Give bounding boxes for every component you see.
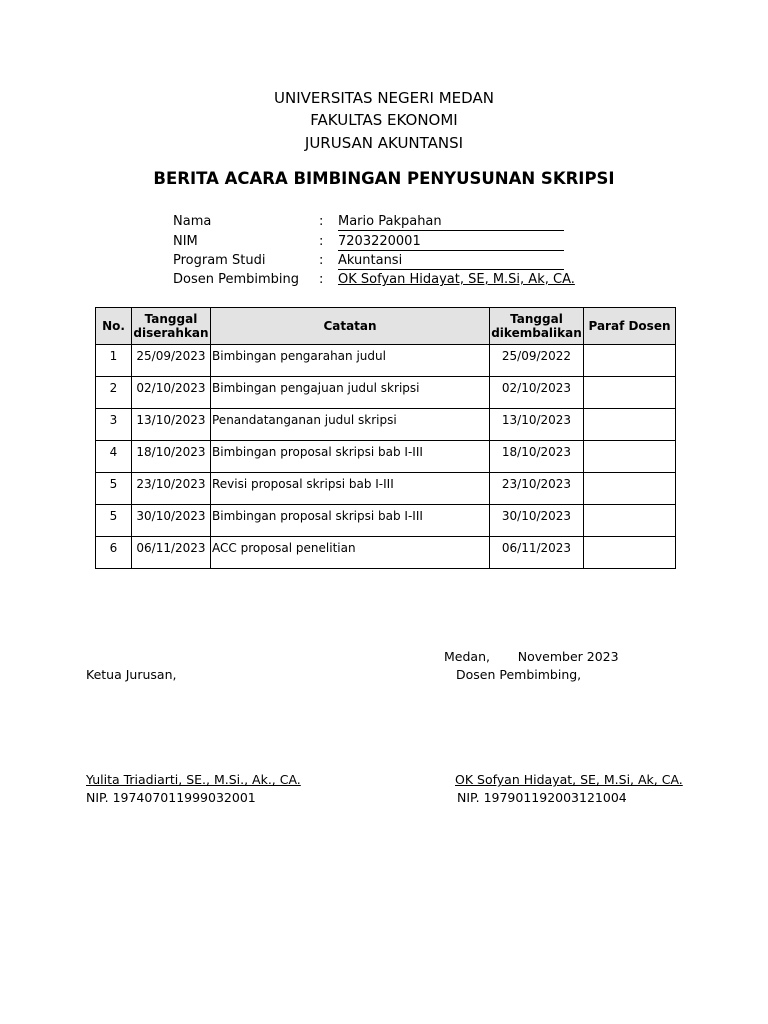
cell-notes: Bimbingan proposal skripsi bab I-III bbox=[211, 441, 490, 473]
cell-signature bbox=[584, 473, 676, 505]
cell-signature bbox=[584, 505, 676, 537]
cell-signature bbox=[584, 441, 676, 473]
cell-date-submitted: 30/10/2023 bbox=[132, 505, 211, 537]
university-name: UNIVERSITAS NEGERI MEDAN bbox=[274, 89, 494, 107]
info-label: Program Studi bbox=[173, 253, 266, 268]
info-separator: : bbox=[319, 214, 324, 229]
cell-signature bbox=[584, 537, 676, 569]
cell-date-submitted: 25/09/2023 bbox=[132, 345, 211, 377]
cell-no: 2 bbox=[96, 377, 132, 409]
info-value: 7203220001 bbox=[338, 234, 564, 251]
info-separator: : bbox=[319, 272, 324, 287]
header-notes: Catatan bbox=[211, 308, 490, 345]
right-signer-nip: NIP. 197901192003121004 bbox=[457, 790, 627, 805]
cell-no: 1 bbox=[96, 345, 132, 377]
cell-date-returned: 02/10/2023 bbox=[490, 377, 584, 409]
cell-notes: ACC proposal penelitian bbox=[211, 537, 490, 569]
cell-date-submitted: 02/10/2023 bbox=[132, 377, 211, 409]
info-separator: : bbox=[319, 253, 324, 268]
cell-date-returned: 18/10/2023 bbox=[490, 441, 584, 473]
info-label: Dosen Pembimbing bbox=[173, 272, 300, 287]
cell-date-submitted: 18/10/2023 bbox=[132, 441, 211, 473]
table-row bbox=[96, 409, 676, 441]
cell-no: 6 bbox=[96, 537, 132, 569]
table-header-row bbox=[96, 308, 676, 345]
left-signer-nip: NIP. 197407011999032001 bbox=[86, 790, 256, 805]
right-signer-role: Dosen Pembimbing, bbox=[456, 667, 582, 682]
cell-no: 3 bbox=[96, 409, 132, 441]
info-value: OK Sofyan Hidayat, SE, M.Si, Ak, CA. bbox=[338, 272, 575, 287]
cell-date-submitted: 23/10/2023 bbox=[132, 473, 211, 505]
cell-date-submitted: 06/11/2023 bbox=[132, 537, 211, 569]
info-value: Mario Pakpahan bbox=[338, 214, 564, 231]
info-label: NIM bbox=[173, 234, 198, 249]
cell-date-returned: 06/11/2023 bbox=[490, 537, 584, 569]
cell-date-returned: 25/09/2022 bbox=[490, 345, 584, 377]
right-signer-name: OK Sofyan Hidayat, SE, M.Si, Ak, CA. bbox=[455, 772, 683, 787]
cell-no: 4 bbox=[96, 441, 132, 473]
cell-notes: Revisi proposal skripsi bab I-III bbox=[211, 473, 490, 505]
cell-date-returned: 30/10/2023 bbox=[490, 505, 584, 537]
header-signature: Paraf Dosen bbox=[584, 308, 676, 345]
info-separator: : bbox=[319, 234, 324, 249]
cell-date-returned: 23/10/2023 bbox=[490, 473, 584, 505]
header-no: No. bbox=[96, 308, 132, 345]
table-row bbox=[96, 537, 676, 569]
cell-date-submitted: 13/10/2023 bbox=[132, 409, 211, 441]
cell-signature bbox=[584, 377, 676, 409]
cell-signature bbox=[584, 345, 676, 377]
cell-notes: Bimbingan pengajuan judul skripsi bbox=[211, 377, 490, 409]
cell-notes: Penandatanganan judul skripsi bbox=[211, 409, 490, 441]
info-value: Akuntansi bbox=[338, 253, 564, 270]
cell-notes: Bimbingan proposal skripsi bab I-III bbox=[211, 505, 490, 537]
cell-notes: Bimbingan pengarahan judul bbox=[211, 345, 490, 377]
table-row bbox=[96, 505, 676, 537]
header-date-submitted: Tanggal diserahkan bbox=[132, 308, 211, 345]
table-row bbox=[96, 441, 676, 473]
faculty-name: FAKULTAS EKONOMI bbox=[310, 111, 458, 129]
header-date-returned: Tanggal dikembalikan bbox=[490, 308, 584, 345]
guidance-log-table bbox=[95, 307, 676, 569]
cell-signature bbox=[584, 409, 676, 441]
place-date: Medan, November 2023 bbox=[444, 649, 619, 664]
left-signer-name: Yulita Triadiarti, SE., M.Si., Ak., CA. bbox=[86, 772, 301, 787]
table-row bbox=[96, 473, 676, 505]
cell-no: 5 bbox=[96, 473, 132, 505]
info-label: Nama bbox=[173, 214, 212, 229]
left-signer-role: Ketua Jurusan, bbox=[86, 667, 177, 682]
cell-date-returned: 13/10/2023 bbox=[490, 409, 584, 441]
cell-no: 5 bbox=[96, 505, 132, 537]
table-row bbox=[96, 377, 676, 409]
table-row bbox=[96, 345, 676, 377]
document-title: BERITA ACARA BIMBINGAN PENYUSUNAN SKRIPSI bbox=[153, 169, 615, 188]
department-name: JURUSAN AKUNTANSI bbox=[304, 134, 464, 152]
